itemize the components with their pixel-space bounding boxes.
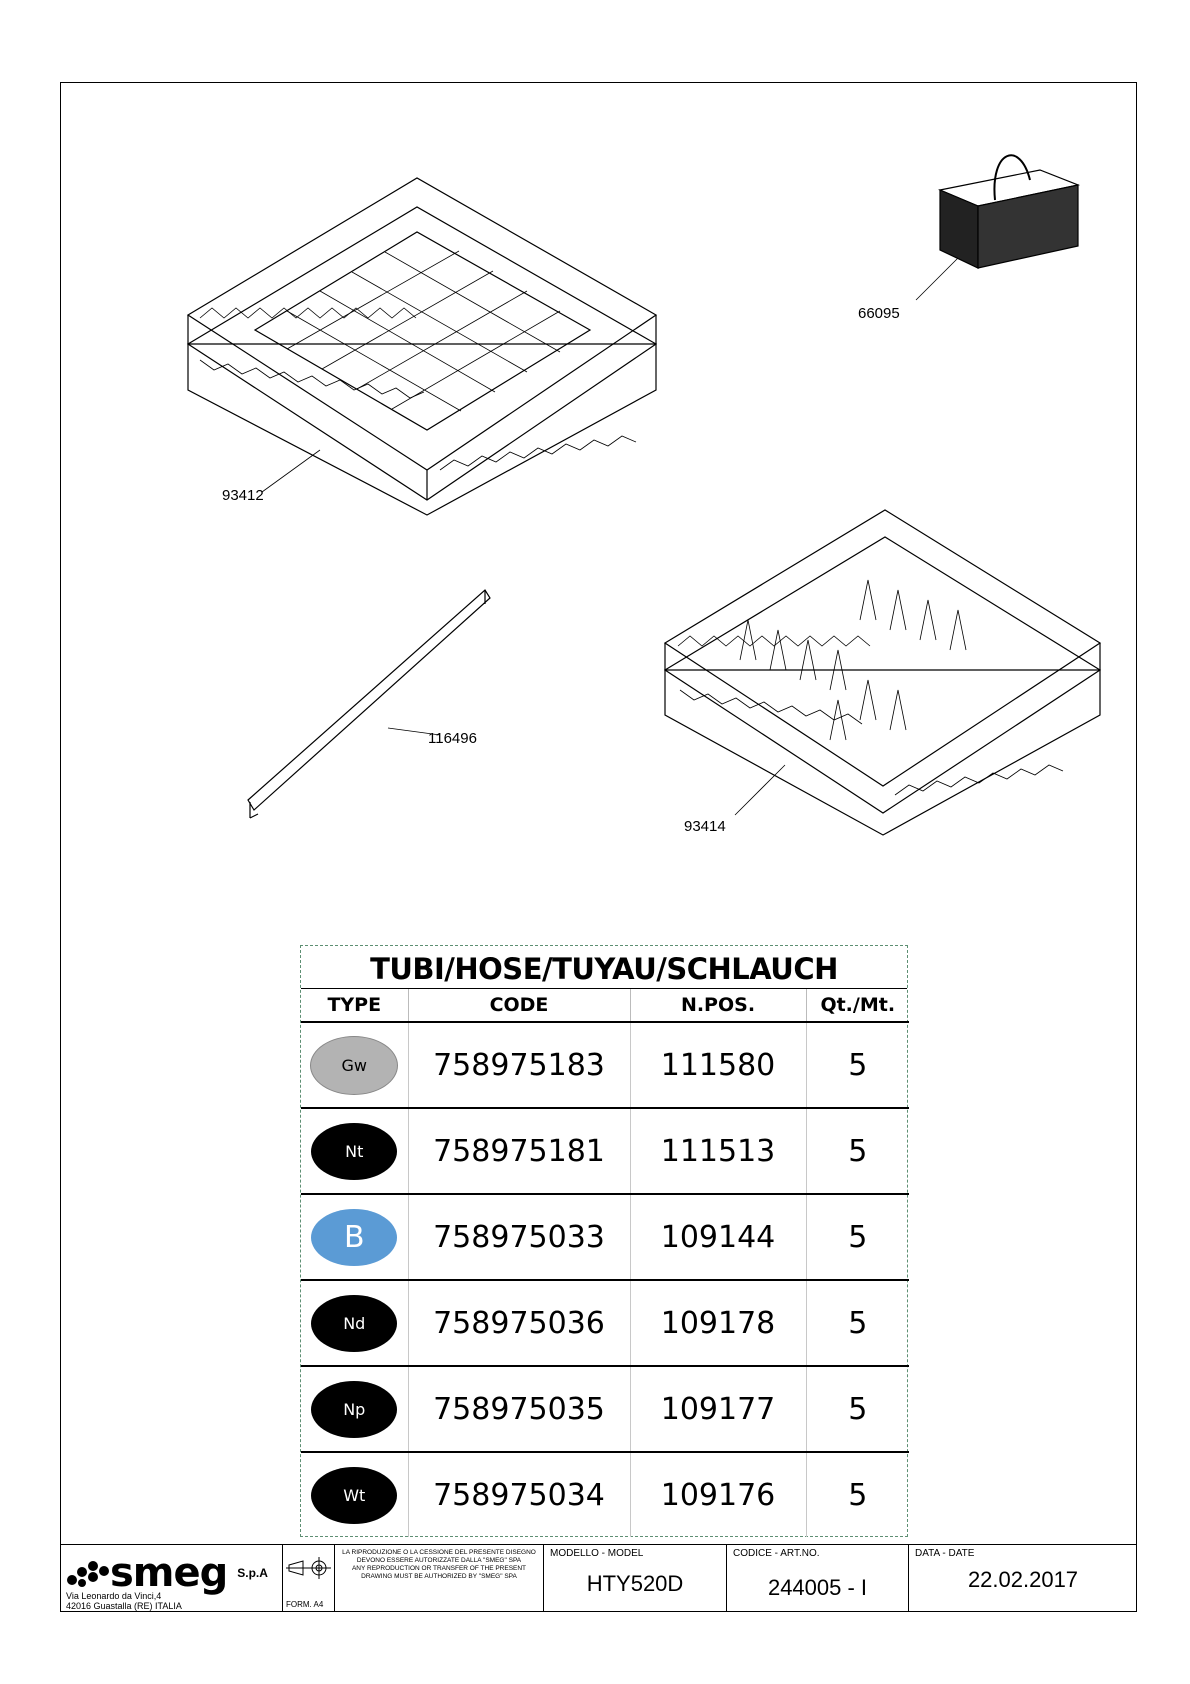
hose-qty: 5 <box>806 1108 909 1194</box>
address-line-2: 42016 Guastalla (RE) ITALIA <box>66 1601 182 1611</box>
date-cell <box>909 1545 1137 1612</box>
hose-type-cell <box>301 1108 408 1194</box>
code-label: CODICE - ART.NO. <box>733 1548 820 1559</box>
hose-qty: 5 <box>806 1022 909 1108</box>
hose-code: 758975036 <box>408 1280 630 1366</box>
model-label: MODELLO - MODEL <box>550 1548 644 1559</box>
hose-row <box>301 1194 909 1280</box>
logo-wordmark: smeg <box>110 1550 228 1596</box>
legal-notice <box>337 1549 541 1581</box>
callout-116496: 116496 <box>428 730 477 747</box>
legal-notice-en: ANY REPRODUCTION OR TRANSFER OF THE PRESENT DRAWING MUST BE AUTHORIZED BY "SMEG" SPA <box>351 1565 527 1580</box>
hose-npos: 111513 <box>630 1108 806 1194</box>
hose-table-header-row <box>301 989 909 1022</box>
company-cell <box>60 1545 283 1612</box>
hose-type-cell <box>301 1452 408 1537</box>
smeg-logo-dots-icon <box>66 1558 110 1588</box>
hose-row <box>301 1108 909 1194</box>
hose-npos: 109178 <box>630 1280 806 1366</box>
hose-qty: 5 <box>806 1194 909 1280</box>
header-npos: N.POS. <box>630 989 806 1022</box>
callout-93412: 93412 <box>222 487 264 504</box>
rack-93414-illustration <box>665 510 1100 835</box>
projection-symbol-icon <box>285 1551 333 1591</box>
code-cell <box>727 1545 909 1612</box>
hose-code: 758975181 <box>408 1108 630 1194</box>
rack-93412-illustration <box>188 178 656 515</box>
hose-row <box>301 1280 909 1366</box>
hose-table-grid <box>301 989 909 1537</box>
hose-row <box>301 1366 909 1452</box>
header-code: CODE <box>408 989 630 1022</box>
callout-66095: 66095 <box>858 305 900 322</box>
hose-npos: 111580 <box>630 1022 806 1108</box>
cutlery-basket-66095-illustration <box>916 155 1078 300</box>
hose-qty: 5 <box>848 1477 868 1513</box>
hose-row <box>301 1022 909 1108</box>
hose-code: 758975183 <box>408 1022 630 1108</box>
header-type: TYPE <box>301 989 408 1022</box>
code-value: 244005 - I <box>767 1575 868 1600</box>
hose-color-dot: Nd <box>311 1295 397 1352</box>
hose-color-dot: Np <box>311 1381 397 1438</box>
legal-cell <box>335 1545 544 1612</box>
form-size: FORM. A4 <box>286 1600 324 1609</box>
hose-qty: 5 <box>806 1366 909 1452</box>
hose-code: 758975033 <box>408 1194 630 1280</box>
legal-notice-it: LA RIPRODUZIONE O LA CESSIONE DEL PRESENTE DISEGNO DEVONO ESSERE AUTORIZZATE DALLA "SMEG" SPA <box>342 1549 536 1564</box>
hose-npos: 109176 <box>630 1452 806 1537</box>
hose-color-dot: Wt <box>311 1467 397 1524</box>
hose-type-cell <box>301 1022 408 1108</box>
logo-spa: S.p.A <box>237 1566 268 1580</box>
title-block <box>60 1544 1137 1612</box>
strip-116496-illustration <box>248 590 490 818</box>
hose-type-cell <box>301 1366 408 1452</box>
hose-type-cell <box>301 1194 408 1280</box>
hose-npos: 109177 <box>630 1366 806 1452</box>
address-line-1: Via Leonardo da Vinci,4 <box>66 1591 162 1601</box>
hose-type-cell <box>301 1280 408 1366</box>
header-qty: Qt./Mt. <box>806 989 909 1022</box>
company-address <box>66 1591 182 1611</box>
callout-93414: 93414 <box>684 818 726 835</box>
hose-color-dot: Nt <box>311 1123 397 1180</box>
model-cell <box>544 1545 727 1612</box>
date-label: DATA - DATE <box>915 1548 975 1559</box>
hose-npos: 109144 <box>630 1194 806 1280</box>
hose-row <box>301 1452 909 1537</box>
projection-cell <box>283 1545 335 1612</box>
hose-color-dot: Gw <box>310 1036 398 1095</box>
hose-color-dot: B <box>311 1209 397 1266</box>
hose-table <box>300 945 908 1537</box>
hose-code: 758975035 <box>408 1366 630 1452</box>
hose-qty: 5 <box>806 1280 909 1366</box>
hose-table-title: TUBI/HOSE/TUYAU/SCHLAUCH <box>301 946 907 989</box>
hose-code: 758975034 <box>408 1452 630 1537</box>
model-value: HTY520D <box>586 1571 684 1596</box>
date-value: 22.02.2017 <box>967 1567 1079 1592</box>
